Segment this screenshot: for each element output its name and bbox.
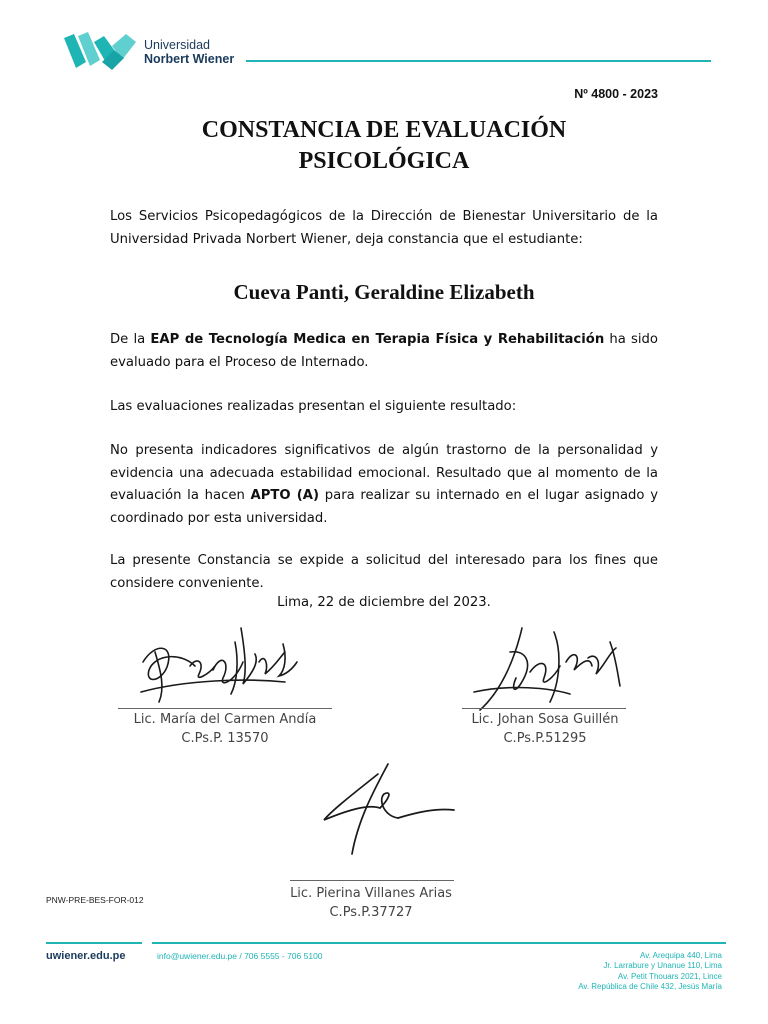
results-intro: Las evaluaciones realizadas presentan el siguiente resultado:	[110, 399, 517, 414]
document-number: Nº 4800 - 2023	[574, 87, 658, 101]
closing-paragraph: La presente Constancia se expide a solicitud del interesado para los fines que considere conveniente.	[110, 553, 658, 591]
document-title	[110, 115, 658, 177]
signatory-3-name: Lic. Pierina Villanes Arias	[290, 886, 452, 901]
form-code: PNW-PRE-BES-FOR-012	[46, 895, 144, 905]
footer-website: uwiener.edu.pe	[46, 950, 126, 962]
header-divider	[246, 60, 711, 62]
signatory-2-name: Lic. Johan Sosa Guillén	[471, 712, 619, 727]
signature-2-line	[462, 708, 626, 709]
logo-line-1: Universidad	[144, 38, 211, 52]
result-part-2: para realizar su internado en el lugar asignado y coordinado por esta universidad.	[110, 488, 658, 526]
issue-date: Lima, 22 de diciembre del 2023.	[277, 595, 491, 610]
wiener-logo-icon	[64, 32, 136, 70]
program-prefix: De la	[110, 332, 146, 347]
footer-divider-left	[46, 942, 142, 944]
title-line-1: CONSTANCIA DE EVALUACIÓN	[201, 117, 567, 143]
footer-contact: info@uwiener.edu.pe / 706 5555 - 706 5100	[157, 951, 323, 961]
signatory-1-name: Lic. María del Carmen Andía	[133, 712, 317, 727]
signatory-2	[440, 710, 650, 748]
signature-3-line	[290, 880, 454, 881]
footer-address-3: Av. Petit Thouars 2021, Lince	[617, 971, 722, 981]
result-paragraph	[110, 440, 658, 530]
signature-1-line	[118, 708, 332, 709]
footer-address-4: Av. República de Chile 432, Jesús María	[578, 982, 722, 992]
result-verdict: APTO (A)	[250, 488, 320, 503]
signature-1-image	[135, 622, 300, 712]
university-logo-text	[144, 38, 234, 66]
footer-divider-right	[152, 942, 726, 944]
result-part-1: No presenta indicadores significativos de algún trastorno de la personalidad y evidencia una adecuada estabilidad emocional. Resultado que al momento de la evaluación la hacen	[110, 443, 658, 503]
signature-3-image	[318, 760, 458, 860]
program-suffix: ha sido evaluado para el Proceso de Internado.	[110, 332, 658, 370]
footer-address-1: Av. Arequipa 440, Lima	[640, 951, 722, 960]
signatory-2-license: C.Ps.P.51295	[503, 731, 587, 746]
signatory-1-license: C.Ps.P. 13570	[181, 731, 269, 746]
signatory-1	[100, 710, 350, 748]
program-paragraph	[110, 329, 658, 374]
signature-2-image	[470, 622, 630, 718]
logo-line-2: Norbert Wiener	[144, 52, 235, 66]
footer-addresses	[500, 951, 722, 993]
signatory-3	[266, 884, 476, 922]
program-name: EAP de Tecnología Medica en Terapia Física y Rehabilitación	[150, 332, 605, 347]
title-line-2: PSICOLÓGICA	[298, 148, 470, 174]
signatory-3-license: C.Ps.P.37727	[329, 905, 413, 920]
intro-paragraph: Los Servicios Psicopedagógicos de la Dirección de Bienestar Universitario de la Universidad Privada Norbert Wiener, deja constancia que el estudiante:	[110, 209, 658, 247]
student-name: Cueva Panti, Geraldine Elizabeth	[233, 280, 535, 304]
footer-address-2: Jr. Larrabure y Unanue 110, Lima	[603, 961, 722, 971]
